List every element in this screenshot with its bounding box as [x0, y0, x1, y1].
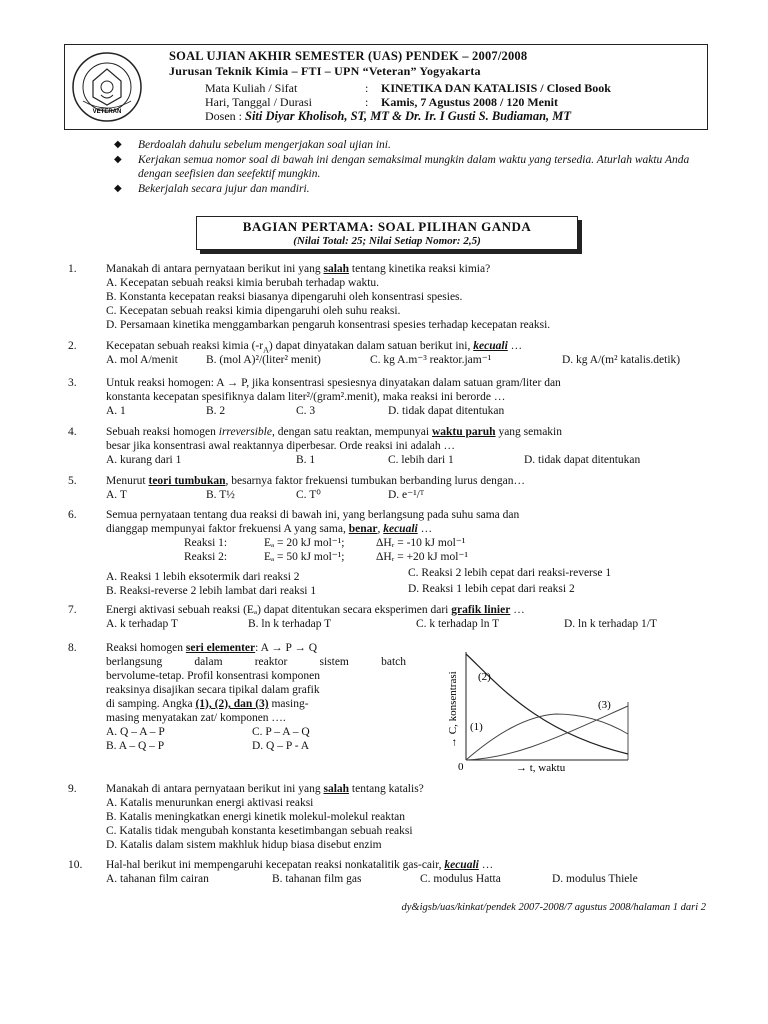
option: A. tahanan film cairan [106, 873, 209, 885]
section-header [196, 216, 578, 250]
option: B. Reaksi-reverse 2 lebih lambat dari reaksi 1 [106, 585, 317, 597]
section-subtitle: (Nilai Total: 25; Nilai Setiap Nomor: 2,5) [293, 235, 481, 247]
option: A. mol A/menit [106, 354, 178, 366]
option: A. Reaksi 1 lebih eksotermik dari reaksi 2 [106, 571, 300, 583]
option: A. 1 [106, 405, 126, 417]
option: B. 2 [206, 405, 226, 417]
course-key: Mata Kuliah / Sifat [205, 81, 298, 95]
option: A. Katalis menurunkan energi aktivasi reaksi [106, 797, 314, 809]
option: B. T½ [206, 489, 235, 501]
graph-label-2: (2) [478, 671, 491, 683]
date-key: Hari, Tanggal / Durasi [205, 95, 312, 109]
option: A. k terhadap T [106, 618, 178, 630]
curve-3 [466, 706, 628, 760]
graph-y-label: → C, konsentrasi [447, 671, 459, 748]
instruction-item: ◆ Berdoalah dahulu sebelum mengerjakan soal ujian ini. [114, 139, 391, 151]
option: B. A – Q – P [106, 740, 165, 752]
option: C. 3 [296, 405, 316, 417]
lecturer-row [205, 109, 571, 124]
section-title: BAGIAN PERTAMA: SOAL PILIHAN GANDA [242, 219, 532, 234]
exam-header: VETERAN SOAL UJIAN AKHIR SEMESTER (UAS) PENDEK – 2007/2008 Jurusan Teknik Kimia – FTI – UPN “Veteran” Yogyakarta Mata Kuliah / Sifat : KINETIKA DAN KATALISIS / Closed Book Hari, Tanggal / Durasi : Kamis, 7 Agustus 2008 / 120 Menit Dosen : Siti Diyar Kholisoh, ST, MT & Dr. Ir. I Gusti S. Budiaman, MT [64, 44, 708, 130]
option: D. kg A/(m² katalis.detik) [562, 354, 681, 366]
diamond-bullet-icon: ◆ [114, 154, 122, 165]
option: C. T⁰ [296, 489, 321, 501]
page-footer: dy&igsb/uas/kinkat/pendek 2007-2008/7 agustus 2008/halaman 1 dari 2 [401, 902, 706, 913]
graph-label-3: (3) [598, 699, 611, 711]
option: D. tidak dapat ditentukan [524, 454, 641, 466]
instruction-item: ◆ Bekerjalah secara jujur dan mandiri. [114, 183, 310, 195]
logo-text-bottom: VETERAN [92, 109, 122, 115]
option: C. lebih dari 1 [388, 454, 454, 466]
option: D. tidak dapat ditentukan [388, 405, 505, 417]
option: A. Kecepatan sebuah reaksi kimia berubah terhadap waktu. [106, 277, 380, 289]
diamond-bullet-icon: ◆ [114, 183, 122, 194]
option: A. Q – A – P [106, 726, 165, 738]
lecturer-value: Siti Diyar Kholisoh, ST, MT & Dr. Ir. I Gusti S. Budiaman, MT [245, 109, 572, 123]
option: B. Konstanta kecepatan reaksi biasanya dipengaruhi oleh konsentrasi spesies. [106, 291, 463, 303]
diamond-bullet-icon: ◆ [114, 139, 122, 150]
option: B. Katalis meningkatkan energi kinetik molekul-molekul reaktan [106, 811, 406, 823]
option: C. k terhadap ln T [416, 618, 500, 630]
option: A. T [106, 489, 127, 501]
option: B. ln k terhadap T [248, 618, 332, 630]
option: C. kg A.m⁻³ reaktor.jam⁻¹ [370, 354, 492, 366]
option: D. e⁻¹/ᵀ [388, 489, 425, 501]
option: D. Reaksi 1 lebih cepat dari reaksi 2 [408, 583, 575, 595]
option: C. Kecepatan sebuah reaksi kimia dipengaruhi oleh suhu reaksi. [106, 305, 401, 317]
exam-title: SOAL UJIAN AKHIR SEMESTER (UAS) PENDEK – 2007/2008 [169, 49, 528, 63]
graph-label-1: (1) [470, 721, 483, 733]
graph-origin: 0 [458, 761, 464, 773]
option: D. ln k terhadap 1/T [564, 618, 657, 630]
option: A. kurang dari 1 [106, 454, 182, 466]
option: D. Q – P - A [252, 740, 310, 752]
option: C. Reaksi 2 lebih cepat dari reaksi-reverse 1 [408, 567, 612, 579]
graph-x-label: → t, waktu [516, 762, 566, 774]
option: B. 1 [296, 454, 316, 466]
university-logo-icon [71, 51, 143, 123]
option: D. Katalis dalam sistem makhluk hidup biasa disebut enzim [106, 839, 382, 851]
date-value: Kamis, 7 Agustus 2008 / 120 Menit [381, 95, 559, 109]
course-value: KINETIKA DAN KATALISIS / Closed Book [381, 81, 611, 95]
concentration-time-graph [426, 642, 636, 776]
lecturer-key: Dosen : [205, 109, 242, 123]
instructions-list [114, 138, 714, 197]
option: C. modulus Hatta [420, 873, 501, 885]
department-name: Jurusan Teknik Kimia – FTI – UPN “Veteran” Yogyakarta [169, 64, 481, 78]
option: D. Persamaan kinetika menggambarkan pengaruh konsentrasi spesies terhadap kecepatan reaksi. [106, 319, 551, 331]
curve-1 [466, 714, 628, 760]
option: B. (mol A)²/(liter² menit) [206, 354, 321, 366]
option: D. modulus Thiele [552, 873, 638, 885]
instruction-item: ◆ Kerjakan semua nomor soal di bawah ini dengan semaksimal mungkin dalam waktu yang tersedia. Aturlah waktu Anda dengan seefisien dan seefektif mungkin. [114, 154, 690, 180]
option: C. P – A – Q [252, 726, 310, 738]
option: C. Katalis tidak mengubah konstanta kesetimbangan sebuah reaksi [106, 825, 413, 837]
option: B. tahanan film gas [272, 873, 362, 885]
